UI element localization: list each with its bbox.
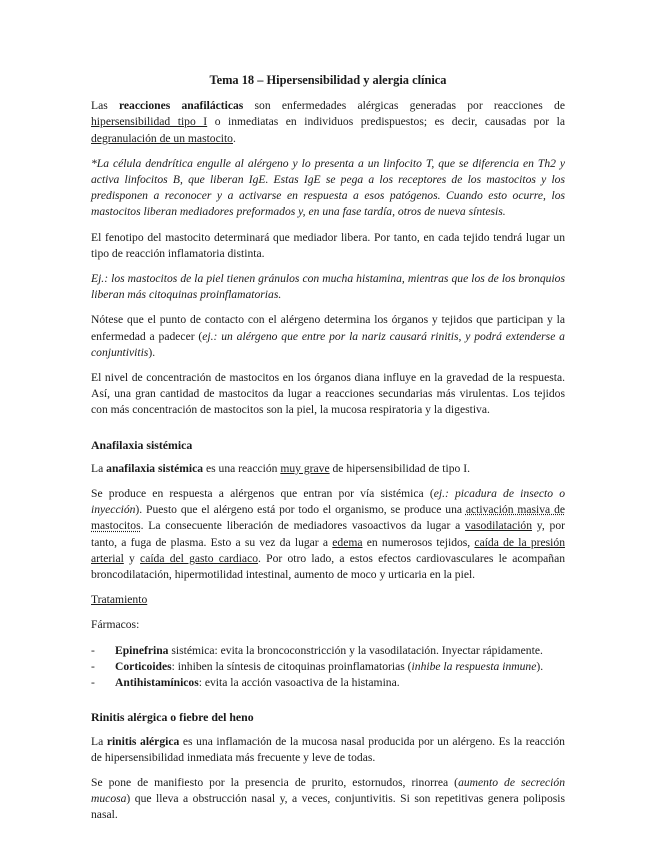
text: es una reacción [203,461,281,475]
text: ). [536,659,544,673]
list-item [91,643,565,659]
term-degranulacion: degranulación de un mastocito [91,131,233,145]
heading-rinitis: Rinitis alérgica o fiebre del heno [91,710,254,725]
term-reacciones-anafilacticas: reacciones anafilácticas [118,99,244,113]
list-item [91,675,565,691]
bullet-dash: - [91,676,95,690]
paragraph-anafilaxia-def [91,461,565,477]
term-anafilaxia: anafilaxia sistémica [106,461,204,475]
bullet-dash: - [91,659,95,673]
paragraph-fenotipo: El fenotipo del mastocito determinará que mediador libera. Por tanto, en cada tejido tendrá lugar un tipo de reacción inflamatoria distinta. [91,230,565,260]
text: . Por otro lado, a estos efectos cardiovasculares le acompañan broncodilatación, hipermotilidad intestinal, aumento de moco y urticaria en la piel. [91,551,566,582]
page-title: Tema 18 – Hipersensibilidad y alergia clínica [209,73,447,87]
paragraph-note-mechanism: *La célula dendrítica engulle al alérgeno y lo presenta a un linfocito T, que se diferencia en Th2 y activa linfocitos B, que liberan IgE. Estas IgE se pega a los receptores de los mastocitos y los predisponen a reconocer y a activarse en respuesta a esos patógenos. Cuando esto ocurre, los mastocitos liberan mediadores preformados y, en una fase tardía, otros de nueva síntesis. [91,156,565,219]
text: ). [148,345,156,359]
text: La [91,734,107,748]
list-item [91,659,565,675]
drug-description: sistémica: evita la broncoconstricción y la vasodilatación. Inyectar rápidamente. [168,643,543,657]
paragraph-contacto [91,312,565,361]
example-text: ej.: picadura de insecto o inyección [91,487,565,517]
term-rinitis: rinitis alérgica [106,734,180,748]
bullet-dash: - [91,643,95,657]
paragraph-rinitis-def [91,734,565,766]
term-hipersensibilidad-tipo-1: hipersensibilidad tipo I [91,115,208,129]
text: de hipersensibilidad de tipo I. [329,461,470,475]
text: y, por tanto, a fuga de plasma. Esto a su vez da lugar a [91,519,565,549]
paragraph-rinitis-sintomas [91,775,565,824]
paragraph-intro [91,98,565,147]
text: o inmediatas en individuos predispuestos; es decir, causadas por la [207,115,565,129]
example-text: ej.: un alérgeno que entre por la nariz causará rinitis, y podrá extenderse a conjuntivitis [91,329,565,359]
drug-name: Epinefrina [115,643,169,657]
label-farmacos: Fármacos: [91,618,140,632]
term-caida-presion: caída de la presión arterial [91,535,565,565]
text: y [123,551,141,565]
drug-list [91,643,565,692]
drug-note: inhibe la respuesta inmune [411,659,537,673]
term-muy-grave: muy grave [280,461,330,475]
drug-description: : inhiben la síntesis de citoquinas proinflamatorias ( [171,659,412,673]
text: . [232,131,236,145]
text: Nótese que el punto de contacto con el alérgeno determina los órganos y tejidos que participan y la enfermedad a padecer ( [91,313,565,343]
term-caida-gasto: caída del gasto cardiaco [140,551,259,565]
drug-name: Corticoides [115,659,172,673]
paragraph-concentracion: El nivel de concentración de mastocitos en los órganos diana influye en la gravedad de la respuesta. Así, una gran cantidad de mastocitos da lugar a reacciones secundarias más virulentas. Los tejidos con más concentración de mastocitos son la piel, la mucosa respiratoria y la digestiva. [91,371,565,417]
subheading-tratamiento: Tratamiento [91,593,148,607]
paragraph-anafilaxia-mecanismo [91,486,565,583]
text: son enfermedades alérgicas generadas por reacciones de [243,99,565,113]
text: . La consecuente liberación de mediadores vasoactivos da lugar a [140,519,466,533]
example-text: aumento de secreción mucosa [91,775,565,806]
term-activacion-masiva: activación masiva de mastocitos [91,503,566,533]
text: Se produce en respuesta a alérgenos que entran por vía sistémica ( [91,487,434,501]
text: es una inflamación de la mucosa nasal producida por un alérgeno. Es la reacción de hipersensibilidad inmediata más frecuente y leve de todas. [91,734,565,764]
document-page [91,72,565,833]
text: La [91,461,107,475]
drug-description: : evita la acción vasoactiva de la histamina. [198,676,400,690]
term-vasodilatacion: vasodilatación [465,519,533,533]
paragraph-example: Ej.: los mastocitos de la piel tienen gránulos con mucha histamina, mientras que los de los bronquios liberan más citoquinas proinflamatorias. [91,272,565,302]
text: en numerosos tejidos, [362,535,475,549]
heading-anafilaxia: Anafilaxia sistémica [91,437,193,452]
text: ) que lleva a obstrucción nasal y, a veces, conjuntivitis. Si son repetitivas genera poliposis nasal. [91,792,565,822]
text: Las [91,99,119,113]
term-edema: edema [332,535,363,549]
text: ). Puesto que el alérgeno está por todo el organismo, se produce una [135,503,466,517]
drug-name: Antihistamínicos [115,676,199,690]
text: Se pone de manifiesto por la presencia de prurito, estornudos, rinorrea ( [91,775,459,789]
